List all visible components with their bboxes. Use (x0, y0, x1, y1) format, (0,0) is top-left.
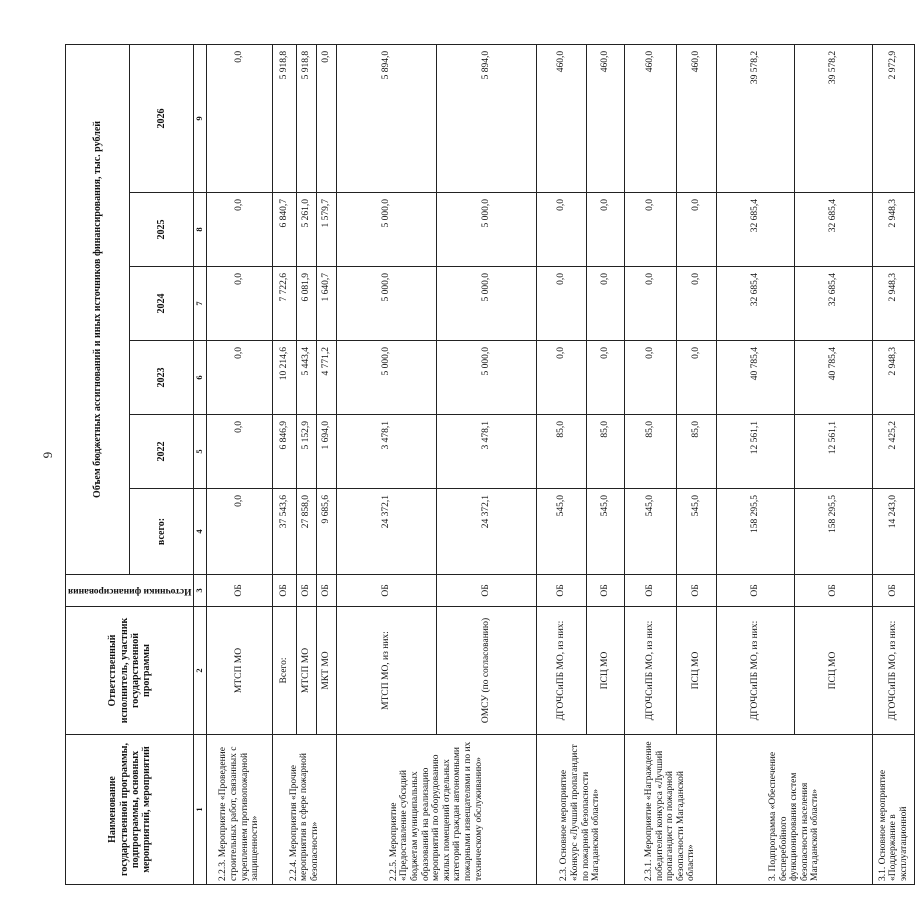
row-name: 3.1. Основное мероприятие «Поддержание в эксплуатационной (873, 735, 915, 885)
row-responsible: ДГОЧСиПБ МО, из них: (717, 607, 795, 735)
row-year-value: 5 894,0 (437, 44, 537, 192)
row-year-value: 10 214,6 (273, 341, 297, 415)
row-year-value: 460,0 (625, 44, 677, 192)
row-year-value: 85,0 (587, 415, 625, 489)
row-year-value: 5 918,8 (297, 44, 317, 192)
row-year-value: 0,0 (537, 193, 587, 267)
row-year-value: 4 771,2 (317, 341, 337, 415)
row-year-value: 5 000,0 (337, 267, 437, 341)
row-year-value: 85,0 (537, 415, 587, 489)
table-row (273, 44, 297, 884)
row-total-value: 9 685,6 (317, 489, 337, 575)
row-source: ОБ (717, 575, 795, 607)
column-number: 8 (194, 193, 207, 267)
row-name: 2.2.5. Мероприятие «Предоставление субсидий бюджетам муниципальных образований на реализацию мероприятий по оборудованию жилых помещений отдельных категорий граждан автономными пожарными извещателями и по их техническому обслуживанию» (337, 735, 537, 885)
header-source (66, 575, 194, 607)
header-year: 2024 (130, 267, 194, 341)
row-total-value: 545,0 (625, 489, 677, 575)
column-number: 9 (194, 44, 207, 192)
row-year-value: 0,0 (587, 267, 625, 341)
row-year-value: 5 152,9 (297, 415, 317, 489)
row-year-value: 39 578,2 (717, 44, 795, 192)
row-year-value: 32 685,4 (795, 193, 873, 267)
row-year-value: 3 478,1 (337, 415, 437, 489)
row-responsible: ДГОЧСиПБ МО, из них: (537, 607, 587, 735)
table-row (337, 44, 437, 884)
row-year-value: 0,0 (537, 341, 587, 415)
row-year-value: 12 561,1 (717, 415, 795, 489)
header-year: 2022 (130, 415, 194, 489)
row-year-value: 0,0 (625, 341, 677, 415)
table-row (873, 44, 915, 884)
row-year-value: 5 000,0 (437, 193, 537, 267)
table-row (207, 44, 273, 884)
header-year: 2025 (130, 193, 194, 267)
rotated-page (65, 45, 909, 885)
row-total-value: 37 543,6 (273, 489, 297, 575)
row-year-value: 6 840,7 (273, 193, 297, 267)
row-total-value: 24 372,1 (337, 489, 437, 575)
row-year-value: 6 846,9 (273, 415, 297, 489)
row-year-value: 5 000,0 (337, 341, 437, 415)
row-year-value: 0,0 (677, 267, 717, 341)
row-name: 2.3.1. Мероприятие «Награждение победителей конкурса «Лучший пропагандист по пожарной безопасности Магаданской области» (625, 735, 717, 885)
header-source-text: Источники финансирования (68, 585, 192, 596)
table-row (625, 44, 677, 884)
row-year-value: 32 685,4 (717, 267, 795, 341)
row-year-value: 40 785,4 (795, 341, 873, 415)
header-name: Наименование государственной программы, подпрограммы, основных мероприятий, мероприятий (66, 735, 194, 885)
row-responsible: ДГОЧСиПБ МО, из них: (873, 607, 915, 735)
row-year-value: 0,0 (207, 341, 273, 415)
row-total-value: 0,0 (207, 489, 273, 575)
row-year-value: 6 081,9 (297, 267, 317, 341)
row-year-value: 7 722,6 (273, 267, 297, 341)
table-row (537, 44, 587, 884)
row-year-value: 0,0 (625, 193, 677, 267)
row-year-value: 5 443,4 (297, 341, 317, 415)
row-total-value: 27 858,0 (297, 489, 317, 575)
row-year-value: 2 948,3 (873, 267, 915, 341)
column-number: 6 (194, 341, 207, 415)
row-year-value: 5 000,0 (337, 193, 437, 267)
header-total: всего: (130, 489, 194, 575)
row-responsible: ОМСУ (по согласованию) (437, 607, 537, 735)
row-source: ОБ (537, 575, 587, 607)
row-year-value: 5 000,0 (437, 267, 537, 341)
header-row-1 (66, 44, 130, 884)
row-total-value: 158 295,5 (717, 489, 795, 575)
row-name: 3. Подпрограмма «Обеспечение бесперебойного функционирования систем безопасности населения Магаданской области» (717, 735, 873, 885)
row-year-value: 1 694,0 (317, 415, 337, 489)
row-year-value: 2 972,9 (873, 44, 915, 192)
column-number: 3 (194, 575, 207, 607)
row-year-value: 2 948,3 (873, 341, 915, 415)
table-container (65, 45, 909, 885)
row-responsible: ПСЦ МО (795, 607, 873, 735)
row-year-value: 5 261,0 (297, 193, 317, 267)
column-number: 4 (194, 489, 207, 575)
row-responsible: ДГОЧСиПБ МО, из них: (625, 607, 677, 735)
row-year-value: 85,0 (625, 415, 677, 489)
row-year-value: 5 000,0 (437, 341, 537, 415)
row-source: ОБ (795, 575, 873, 607)
row-name: 2.2.3. Мероприятие «Проведение строительных работ, связанных с укреплением противопожарной защищенности» (207, 735, 273, 885)
row-year-value: 32 685,4 (795, 267, 873, 341)
row-name: 2.3. Основное мероприятие «Конкурс «Лучший пропагандист по пожарной безопасности Магаданской области» (537, 735, 625, 885)
row-year-value: 40 785,4 (717, 341, 795, 415)
column-number-row (194, 44, 207, 884)
column-number: 2 (194, 607, 207, 735)
row-year-value: 5 894,0 (337, 44, 437, 192)
row-source: ОБ (437, 575, 537, 607)
budget-table (65, 44, 915, 885)
row-year-value: 0,0 (207, 44, 273, 192)
row-responsible: МТСП МО, из них: (337, 607, 437, 735)
row-responsible: МТСП МО (297, 607, 317, 735)
row-responsible: МКТ МО (317, 607, 337, 735)
row-year-value: 0,0 (207, 267, 273, 341)
row-year-value: 0,0 (207, 193, 273, 267)
row-year-value: 85,0 (677, 415, 717, 489)
row-total-value: 158 295,5 (795, 489, 873, 575)
table-body (207, 44, 915, 884)
row-year-value: 0,0 (587, 193, 625, 267)
row-year-value: 0,0 (537, 267, 587, 341)
row-year-value: 2 948,3 (873, 193, 915, 267)
row-responsible: ПСЦ МО (677, 607, 717, 735)
row-source: ОБ (587, 575, 625, 607)
row-year-value: 460,0 (587, 44, 625, 192)
row-source: ОБ (297, 575, 317, 607)
row-source: ОБ (337, 575, 437, 607)
row-year-value: 5 918,8 (273, 44, 297, 192)
header-year: 2026 (130, 44, 194, 192)
column-number: 1 (194, 735, 207, 885)
row-year-value: 3 478,1 (437, 415, 537, 489)
row-total-value: 14 243,0 (873, 489, 915, 575)
row-year-value: 12 561,1 (795, 415, 873, 489)
row-source: ОБ (677, 575, 717, 607)
column-number: 5 (194, 415, 207, 489)
row-responsible: МТСП МО (207, 607, 273, 735)
row-total-value: 545,0 (537, 489, 587, 575)
row-year-value: 2 425,2 (873, 415, 915, 489)
row-year-value: 32 685,4 (717, 193, 795, 267)
row-year-value: 1 640,7 (317, 267, 337, 341)
row-year-value: 0,0 (677, 341, 717, 415)
row-year-value: 460,0 (677, 44, 717, 192)
row-year-value: 460,0 (537, 44, 587, 192)
row-source: ОБ (873, 575, 915, 607)
row-total-value: 24 372,1 (437, 489, 537, 575)
row-year-value: 0,0 (207, 415, 273, 489)
row-source: ОБ (273, 575, 297, 607)
row-year-value: 0,0 (317, 44, 337, 192)
column-number: 7 (194, 267, 207, 341)
row-responsible: ПСЦ МО (587, 607, 625, 735)
table-row (717, 44, 795, 884)
header-responsible: Ответственный исполнитель, участник государственной программы (66, 607, 194, 735)
row-year-value: 0,0 (677, 193, 717, 267)
header-year: 2023 (130, 341, 194, 415)
page-number: 6 (40, 451, 56, 459)
row-year-value: 0,0 (587, 341, 625, 415)
row-source: ОБ (317, 575, 337, 607)
row-total-value: 545,0 (677, 489, 717, 575)
row-responsible: Всего: (273, 607, 297, 735)
row-year-value: 39 578,2 (795, 44, 873, 192)
row-name: 2.2.4. Мероприятия «Прочие мероприятия в сфере пожарной безопасности» (273, 735, 337, 885)
header-volume: Объем бюджетных ассигнований и иных источников финансирования, тыс. рублей (66, 44, 130, 574)
row-year-value: 0,0 (625, 267, 677, 341)
row-source: ОБ (207, 575, 273, 607)
row-total-value: 545,0 (587, 489, 625, 575)
row-source: ОБ (625, 575, 677, 607)
row-year-value: 1 579,7 (317, 193, 337, 267)
